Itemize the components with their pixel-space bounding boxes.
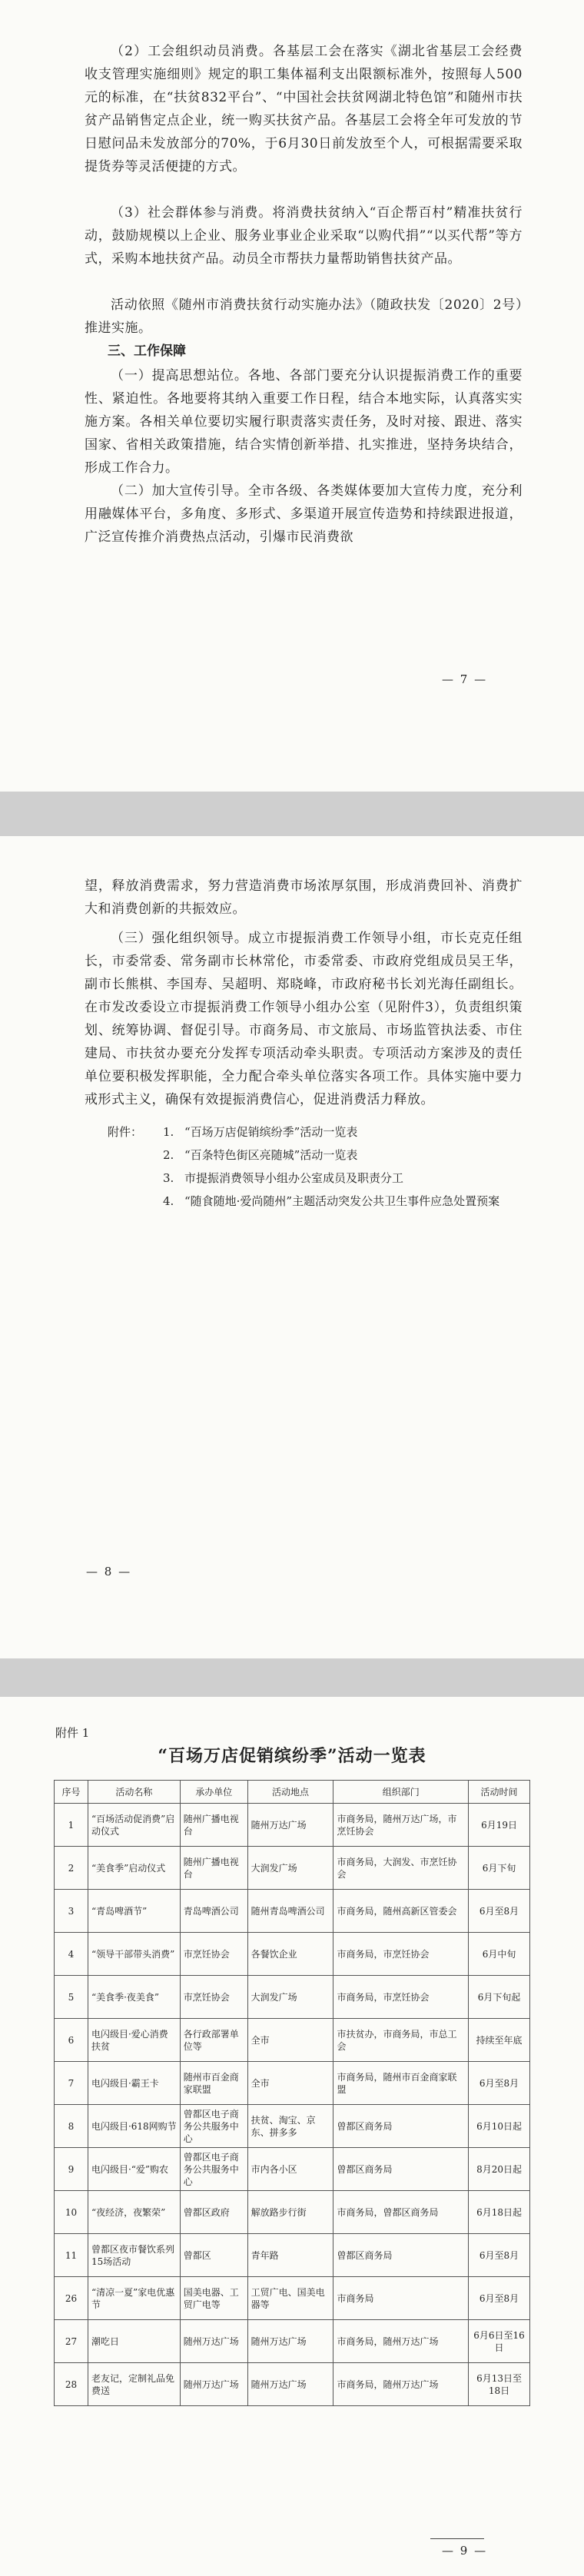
cell-organizer: 随州广播电视台: [180, 1847, 247, 1890]
cell-seq: 1: [55, 1804, 88, 1847]
cell-activity-name: “夜经济，夜繁荣”: [88, 2191, 180, 2234]
cell-location: 全市: [247, 2019, 333, 2062]
cell-time: 6月至8月: [469, 2277, 530, 2320]
paragraph-continuation: 望，释放消费需求，努力营造消费市场浓厚氛围，形成消费回补、消费扩大和消费创新的共振效应。: [85, 878, 523, 917]
table-row: [55, 1976, 530, 2019]
document-page-8: [0, 836, 584, 1658]
cell-seq: 27: [55, 2320, 88, 2363]
cell-department: 市商务局: [333, 2277, 469, 2320]
cell-activity-name: 电闪级目·618网购节: [88, 2105, 180, 2148]
attachment-item: [163, 1144, 532, 1167]
annex-label: 附件 1: [55, 1726, 90, 1740]
attachment-number: 1.: [163, 1125, 174, 1139]
attachment-title: “随食随地·爱尚随州”主题活动突发公共卫生事件应急处置预案: [184, 1194, 500, 1208]
cell-activity-name: “美食季·夜美食”: [88, 1976, 180, 2019]
cell-location: 随州万达广场: [247, 2363, 333, 2406]
cell-seq: 2: [55, 1847, 88, 1890]
cell-department: 市商务局，曾都区商务局: [333, 2191, 469, 2234]
cell-location: 各餐饮企业: [247, 1933, 333, 1976]
cell-time: 6月13日至18日: [469, 2363, 530, 2406]
cell-department: 曾都区商务局: [333, 2105, 469, 2148]
table-row: [55, 2105, 530, 2148]
cell-seq: 26: [55, 2277, 88, 2320]
cell-organizer: 曾都区: [180, 2234, 247, 2277]
cell-department: 市扶贫办，市商务局，市总工会: [333, 2019, 469, 2062]
cell-organizer: 市烹饪协会: [180, 1976, 247, 2019]
cell-organizer: 随州万达广场: [180, 2320, 247, 2363]
cell-activity-name: “百场活动促消费”启动仪式: [88, 1804, 180, 1847]
table-row: [55, 1890, 530, 1933]
cell-time: 6月至8月: [469, 2234, 530, 2277]
header-location: 活动地点: [247, 1781, 333, 1804]
document-page-9: [0, 1697, 584, 2576]
cell-time: 6月19日: [469, 1804, 530, 1847]
cell-organizer: 国美电器、工贸广电等: [180, 2277, 247, 2320]
cell-seq: 11: [55, 2234, 88, 2277]
cell-activity-name: 电闪级目·爱心消费扶贫: [88, 2019, 180, 2062]
footer-rule: [430, 2538, 484, 2539]
attachment-title: “百条特色街区亮随城”活动一览表: [184, 1148, 358, 1162]
attachment-number: 3.: [163, 1171, 174, 1185]
cell-location: 随州青岛啤酒公司: [247, 1890, 333, 1933]
paragraph-publicity-guidance: （二）加大宣传引导。全市各级、各类媒体要加大宣传力度，充分利用融媒体平台，多角度、多形式、多渠道开展宣传造势和持续跟进报道，广泛宣传推介消费热点活动，引爆市民消费欲: [85, 483, 523, 545]
cell-seq: 7: [55, 2062, 88, 2105]
cell-activity-name: “领导干部带头消费”: [88, 1933, 180, 1976]
attachment-title: 市提振消费领导小组办公室成员及职责分工: [184, 1171, 404, 1185]
cell-department: 市商务局，随州万达广场: [333, 2320, 469, 2363]
table-row: [55, 2191, 530, 2234]
cell-activity-name: 潮吃日: [88, 2320, 180, 2363]
table-row: [55, 2363, 530, 2406]
cell-organizer: 随州广播电视台: [180, 1804, 247, 1847]
activity-table: [54, 1780, 530, 2406]
cell-location: 大润发广场: [247, 1847, 333, 1890]
cell-time: 6月10日起: [469, 2105, 530, 2148]
cell-department: 曾都区商务局: [333, 2234, 469, 2277]
cell-time: 6月18日起: [469, 2191, 530, 2234]
table-row: [55, 1847, 530, 1890]
header-organizer: 承办单位: [180, 1781, 247, 1804]
cell-location: 大润发广场: [247, 1976, 333, 2019]
table-title: “百场万店促销缤纷季”活动一览表: [158, 1746, 426, 1766]
table-row: [55, 2148, 530, 2191]
cell-organizer: 曾都区电子商务公共服务中心: [180, 2105, 247, 2148]
cell-organizer: 各行政部署单位等: [180, 2019, 247, 2062]
cell-organizer: 随州市百金商家联盟: [180, 2062, 247, 2105]
header-activity-name: 活动名称: [88, 1781, 180, 1804]
table-row: [55, 1804, 530, 1847]
cell-department: 市商务局，市烹饪协会: [333, 1933, 469, 1976]
cell-time: 6月至8月: [469, 2062, 530, 2105]
cell-time: 6月下旬: [469, 1847, 530, 1890]
cell-department: 市商务局，随州万达广场，市烹饪协会: [333, 1804, 469, 1847]
attachment-item: [163, 1190, 532, 1213]
cell-seq: 3: [55, 1890, 88, 1933]
cell-location: 青年路: [247, 2234, 333, 2277]
table-row: [55, 2234, 530, 2277]
cell-activity-name: 电闪级目·“爱”购农: [88, 2148, 180, 2191]
cell-location: 随州万达广场: [247, 1804, 333, 1847]
paragraph-ideological-position: （一）提高思想站位。各地、各部门要充分认识提振消费工作的重要性、紧迫性。各地要将其纳入重要工作日程，结合本地实际，认真落实实施方案。各相关单位要切实履行职责落实责任务，及时对接、跟进、落实国家、省相关政策措施，结合实情创新举措、扎实推进，坚持务块结合，形成工作合力。: [85, 368, 523, 476]
cell-seq: 4: [55, 1933, 88, 1976]
cell-activity-name: “青岛啤酒节”: [88, 1890, 180, 1933]
page-number: — 7 —: [442, 672, 488, 686]
cell-time: 6月中旬: [469, 1933, 530, 1976]
attachment-item: [163, 1120, 532, 1144]
header-time: 活动时间: [469, 1781, 530, 1804]
cell-time: 8月20日起: [469, 2148, 530, 2191]
paragraph-organization-leadership: （三）强化组织领导。成立市提振消费工作领导小组，市长克克任组长，市委常委、常务副市长林常伦，市委常委、市政府党组成员吴王华，副市长熊棋、李国寿、吴超明、郑晓峰，市政府秘书长刘光海任副组长。在市发改委设立市提振消费工作领导小组办公室（见附件3），负责组织策划、统筹协调、督促引导。市商务局、市文旅局、市场监管执法委、市住建局、市扶贫办要充分发挥专项活动牵头职责。专项活动方案涉及的责任单位要积极发挥职能，全力配合牵头单位落实各项工作。具体实施中要力戒形式主义，确保有效提振消费信心，促进消费活力释放。: [85, 931, 523, 1107]
cell-time: 持续至年底: [469, 2019, 530, 2062]
attachment-title: “百场万店促销缤纷季”活动一览表: [184, 1125, 358, 1139]
cell-organizer: 曾都区电子商务公共服务中心: [180, 2148, 247, 2191]
cell-department: 市商务局，大润发、市烹饪协会: [333, 1847, 469, 1890]
cell-time: 6月6日至16日: [469, 2320, 530, 2363]
cell-seq: 5: [55, 1976, 88, 2019]
paragraph-labor-union: （2）工会组织动员消费。各基层工会在落实《湖北省基层工会经费收支管理实施细则》规定的职工集体福利支出限额标准外，按照每人500元的标准，在“扶贫832平台”、“中国社会扶贫网湖北特色馆”和随州市扶贫产品销售定点企业，统一购买扶贫产品。各基层工会将全年可发放的节日慰问品未发放部分的70%，于6月30日前发放至个人，可根据需要采取提货券等灵活便捷的方式。: [85, 44, 523, 174]
table-row: [55, 2019, 530, 2062]
cell-location: 工贸广电、国美电器等: [247, 2277, 333, 2320]
cell-time: 6月下旬起: [469, 1976, 530, 2019]
table-row: [55, 2062, 530, 2105]
cell-organizer: 随州万达广场: [180, 2363, 247, 2406]
paragraph-implementation-basis: 活动依照《随州市消费扶贫行动实施办法》（随政扶发〔2020〕2号）推进实施。: [85, 297, 523, 336]
cell-location: 扶贫、淘宝、京东、拼多多: [247, 2105, 333, 2148]
cell-department: 市商务局，随州高新区管委会: [333, 1890, 469, 1933]
cell-activity-name: 曾都区夜市餐饮系列15场活动: [88, 2234, 180, 2277]
cell-organizer: 曾都区政府: [180, 2191, 247, 2234]
cell-seq: 10: [55, 2191, 88, 2234]
paragraph-social-groups: （3）社会群体参与消费。将消费扶贫纳入“百企帮百村”精准扶贫行动，鼓励规模以上企业、服务业事业企业采取“以购代捐”“以买代帮”等方式，采购本地扶贫产品。动员全市帮扶力量帮助销售扶贫产品。: [85, 205, 523, 267]
document-page-7: [0, 0, 584, 792]
header-department: 组织部门: [333, 1781, 469, 1804]
attachment-item: [163, 1167, 532, 1190]
cell-location: 全市: [247, 2062, 333, 2105]
cell-seq: 28: [55, 2363, 88, 2406]
cell-activity-name: 电闪级目·霸王卡: [88, 2062, 180, 2105]
attachments-label: 附件：: [108, 1125, 143, 1139]
table-row: [55, 2277, 530, 2320]
cell-organizer: 市烹饪协会: [180, 1933, 247, 1976]
cell-department: 市商务局，市烹饪协会: [333, 1976, 469, 2019]
cell-department: 市商务局，随州万达广场: [333, 2363, 469, 2406]
cell-organizer: 青岛啤酒公司: [180, 1890, 247, 1933]
attachment-number: 2.: [163, 1148, 174, 1162]
cell-seq: 9: [55, 2148, 88, 2191]
cell-location: 解放路步行街: [247, 2191, 333, 2234]
table-row: [55, 2320, 530, 2363]
page-number: — 9 —: [442, 2544, 488, 2558]
cell-department: 市商务局，随州市百金商家联盟: [333, 2062, 469, 2105]
cell-location: 市内各小区: [247, 2148, 333, 2191]
table-header-row: [55, 1781, 530, 1804]
cell-seq: 6: [55, 2019, 88, 2062]
cell-seq: 8: [55, 2105, 88, 2148]
cell-time: 6月至8月: [469, 1890, 530, 1933]
page-number: — 8 —: [86, 1565, 132, 1578]
table-row: [55, 1933, 530, 1976]
cell-activity-name: 老友记，定制礼品免费送: [88, 2363, 180, 2406]
cell-activity-name: “清凉一夏”家电优惠节: [88, 2277, 180, 2320]
attachment-number: 4.: [163, 1194, 174, 1208]
header-seq: 序号: [55, 1781, 88, 1804]
section-heading-work-guarantee: 三、工作保障: [108, 344, 186, 359]
cell-department: 曾都区商务局: [333, 2148, 469, 2191]
cell-activity-name: “美食季”启动仪式: [88, 1847, 180, 1890]
cell-location: 随州万达广场: [247, 2320, 333, 2363]
